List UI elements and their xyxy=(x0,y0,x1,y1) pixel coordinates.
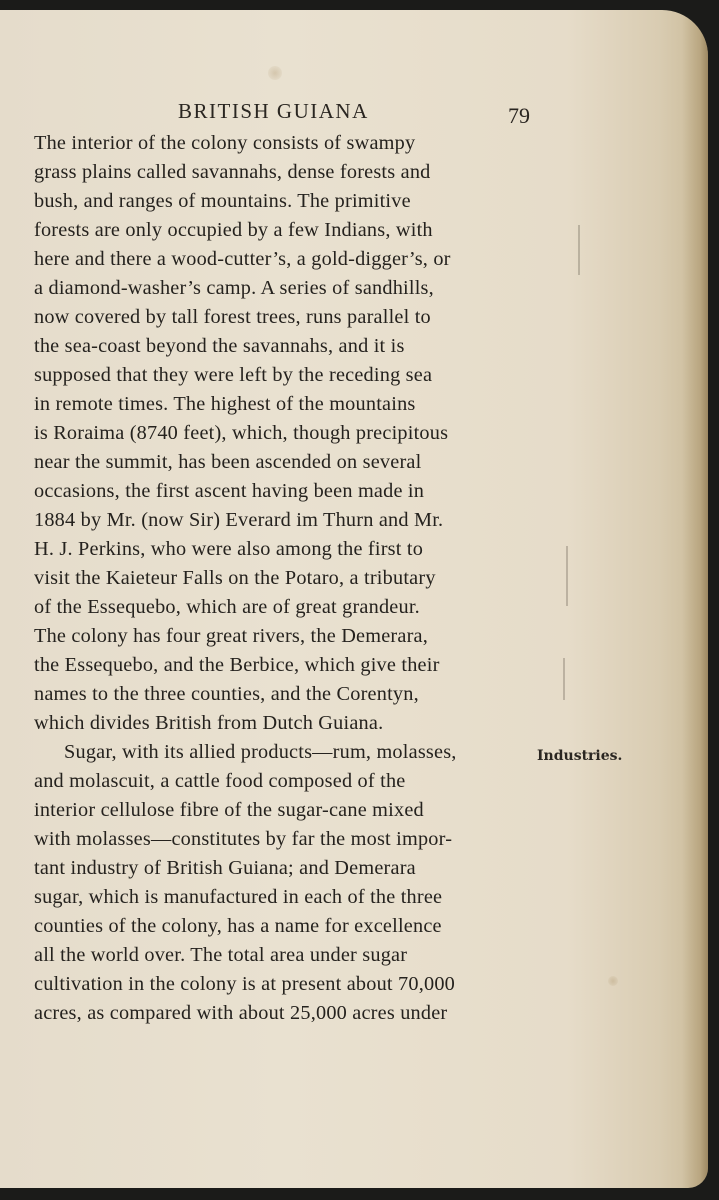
text-line: all the world over. The total area under sugar xyxy=(34,944,408,966)
text-line: bush, and ranges of mountains. The primitive xyxy=(34,190,411,212)
text-line: supposed that they were left by the receding sea xyxy=(34,364,433,386)
text-line: names to the three counties, and the Corentyn, xyxy=(34,683,419,705)
page-number: 79 xyxy=(508,103,530,128)
text-line: visit the Kaieteur Falls on the Potaro, a tributary xyxy=(34,567,436,589)
show-through-mark xyxy=(578,225,580,275)
text-line: grass plains called savannahs, dense forests and xyxy=(34,161,431,183)
text-line: forests are only occupied by a few Indians, with xyxy=(34,219,433,241)
text-line: is Roraima (8740 feet), which, though precipitous xyxy=(34,422,449,444)
show-through-mark xyxy=(563,658,565,700)
text-line: The colony has four great rivers, the Demerara, xyxy=(34,625,429,647)
text-line: now covered by tall forest trees, runs parallel to xyxy=(34,306,431,328)
text-line: which divides British from Dutch Guiana. xyxy=(34,712,384,734)
foxing-stain xyxy=(608,976,618,986)
paragraph-start-line: Sugar, with its allied products—rum, molasses, xyxy=(64,741,457,763)
text-line: 1884 by Mr. (now Sir) Everard im Thurn and Mr. xyxy=(34,509,444,531)
book-page xyxy=(0,10,708,1188)
text-line: the Essequebo, and the Berbice, which give their xyxy=(34,654,440,676)
text-line: here and there a wood-cutter’s, a gold-digger’s, or xyxy=(34,248,451,270)
text-line: in remote times. The highest of the mountains xyxy=(34,393,416,415)
text-line: acres, as compared with about 25,000 acres under xyxy=(34,1002,448,1024)
body-text xyxy=(34,129,544,1028)
text-line: with molasses—constitutes by far the most impor- xyxy=(34,828,453,850)
text-line: and molascuit, a cattle food composed of the xyxy=(34,770,406,792)
running-title: BRITISH GUIANA xyxy=(178,99,369,123)
page-edge-shadow xyxy=(682,10,708,1188)
text-line: The interior of the colony consists of swampy xyxy=(34,132,416,154)
text-line: interior cellulose fibre of the sugar-cane mixed xyxy=(34,799,424,821)
text-line: the sea-coast beyond the savannahs, and it is xyxy=(34,335,405,357)
show-through-mark xyxy=(566,546,568,606)
text-line: cultivation in the colony is at present about 70,000 xyxy=(34,973,456,995)
text-line: of the Essequebo, which are of great grandeur. xyxy=(34,596,420,618)
foxing-stain xyxy=(268,66,282,80)
text-line: H. J. Perkins, who were also among the first to xyxy=(34,538,424,560)
page-header xyxy=(0,87,708,127)
text-line: occasions, the first ascent having been made in xyxy=(34,480,425,502)
text-line: near the summit, has been ascended on several xyxy=(34,451,422,473)
text-line: sugar, which is manufactured in each of the three xyxy=(34,886,443,908)
margin-note: Industries. xyxy=(537,748,623,764)
text-line: a diamond-washer’s camp. A series of sandhills, xyxy=(34,277,434,299)
text-line: counties of the colony, has a name for excellence xyxy=(34,915,442,937)
text-line: tant industry of British Guiana; and Demerara xyxy=(34,857,416,879)
